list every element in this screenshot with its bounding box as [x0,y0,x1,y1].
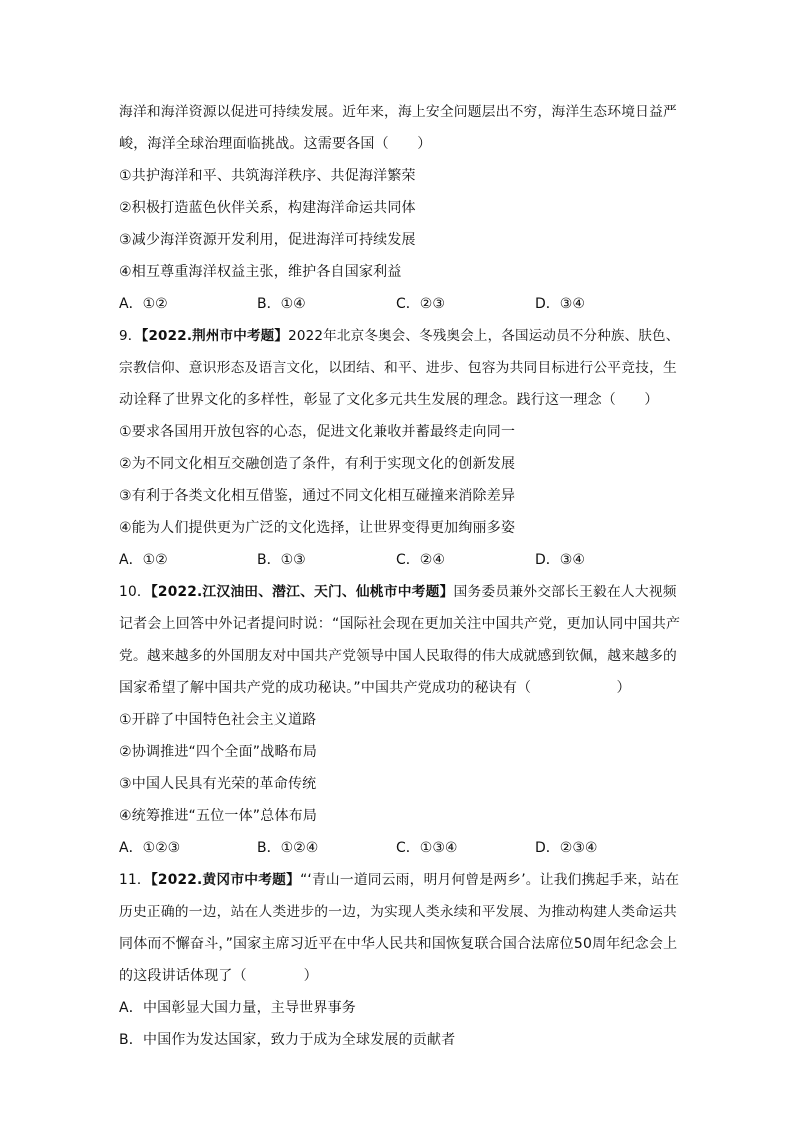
q9-source-tag: 【2022.荆州市中考题】 [141,328,289,344]
q11-first-line [119,870,679,890]
q8-option-b: B．①④ [257,296,306,312]
q10-first-line [119,582,679,602]
q11-text-line-3: 同体而不懈奋斗，”国家主席习近平在中华人民共和国恢复联合国合法席位50周年纪念会上 [119,936,678,952]
q10-statement-1: ①开辟了中国特色社会主义道路 [119,712,317,728]
q11-text-line-1: “‘青山一道同云雨，明月何曾是两乡’。让我们携起手来，站在 [300,872,680,888]
q10-option-a: A．①②③ [119,840,181,856]
q8-option-a: A．①② [119,296,168,312]
q10-statement-2: ②协调推进“四个全面”战略布局 [119,744,318,760]
q8-option-c: C．②③ [396,296,445,312]
q9-text-line-1: 2022年北京冬奥会、冬残奥会上，各国运动员不分种族、肤色、 [288,328,680,344]
q8-statement-3: ③减少海洋资源开发利用，促进海洋可持续发展 [119,232,416,248]
q9-statement-1: ①要求各国用开放包容的心态，促进文化兼收并蓄最终走向同一 [119,424,516,440]
q9-option-a: A．①② [119,552,168,568]
q10-statement-3: ③中国人民具有光荣的革命传统 [119,776,317,792]
q9-option-c: C．②④ [396,552,445,568]
q9-statement-4: ④能为人们提供更为广泛的文化选择，让世界变得更加绚丽多姿 [119,520,516,536]
q10-text-line-1: 国务委员兼外交部长王毅在人大视频 [453,584,677,600]
q10-statement-4: ④统筹推进“五位一体”总体布局 [119,808,318,824]
q9-option-b: B．①③ [257,552,306,568]
q11-option-a: A．中国彰显大国力量，主导世界事务 [119,1000,356,1016]
q8-statement-1: ①共护海洋和平、共筑海洋秩序、共促海洋繁荣 [119,168,416,184]
q10-source-tag: 【2022.江汉油田、潜江、天门、仙桃市中考题】 [150,584,454,600]
q10-text-line-4: 国家希望了解中国共产党的成功秘诀。”中国共产党成功的秘诀有（ ） [119,680,631,696]
q10-option-d: D．②③④ [535,840,598,856]
q10-text-line-2: 记者会上回答中外记者提问时说：“国际社会现在更加关注中国共产党，更加认同中国共产 [119,616,681,632]
q9-statement-2: ②为不同文化相互交融创造了条件，有利于实现文化的创新发展 [119,456,516,472]
q8-statement-2: ②积极打造蓝色伙伴关系，构建海洋命运共同体 [119,200,416,216]
q9-text-line-3: 动诠释了世界文化的多样性，彰显了文化多元共生发展的理念。践行这一理念（ ） [119,392,659,408]
q10-text-line-3: 党。越来越多的外国朋友对中国共产党领导中国人民取得的伟大成就感到钦佩，越来越多的 [119,648,678,664]
q9-statement-3: ③有利于各类文化相互借鉴，通过不同文化相互碰撞来消除差异 [119,488,516,504]
q10-number: 10． [119,584,151,600]
q8-statement-4: ④相互尊重海洋权益主张，维护各自国家利益 [119,264,402,280]
q9-option-d: D．③④ [535,552,585,568]
q11-text-line-4: 的这段讲话体现了（ ） [119,968,318,984]
q11-text-line-2: 历史正确的一边，站在人类进步的一边，为实现人类永续和平发展、为推动构建人类命运共 [119,904,678,920]
q11-source-tag: 【2022.黄冈市中考题】 [150,872,301,888]
q8-text-line-1: 海洋和海洋资源以促进可持续发展。近年来，海上安全问题层出不穷，海洋生态环境日益严 [119,104,678,120]
q8-option-d: D．③④ [535,296,585,312]
q9-first-line [119,326,679,346]
q10-option-c: C．①③④ [396,840,458,856]
q11-number: 11． [119,872,151,888]
q8-text-line-2: 峻，海洋全球治理面临挑战。这需要各国（ ） [119,136,432,152]
q10-option-b: B．①②④ [257,840,319,856]
q9-number: 9． [119,328,142,344]
q9-text-line-2: 宗教信仰、意识形态及语言文化，以团结、和平、进步、包容为共同目标进行公平竞技，生 [119,360,678,376]
q11-option-b: B．中国作为发达国家，致力于成为全球发展的贡献者 [119,1032,456,1048]
